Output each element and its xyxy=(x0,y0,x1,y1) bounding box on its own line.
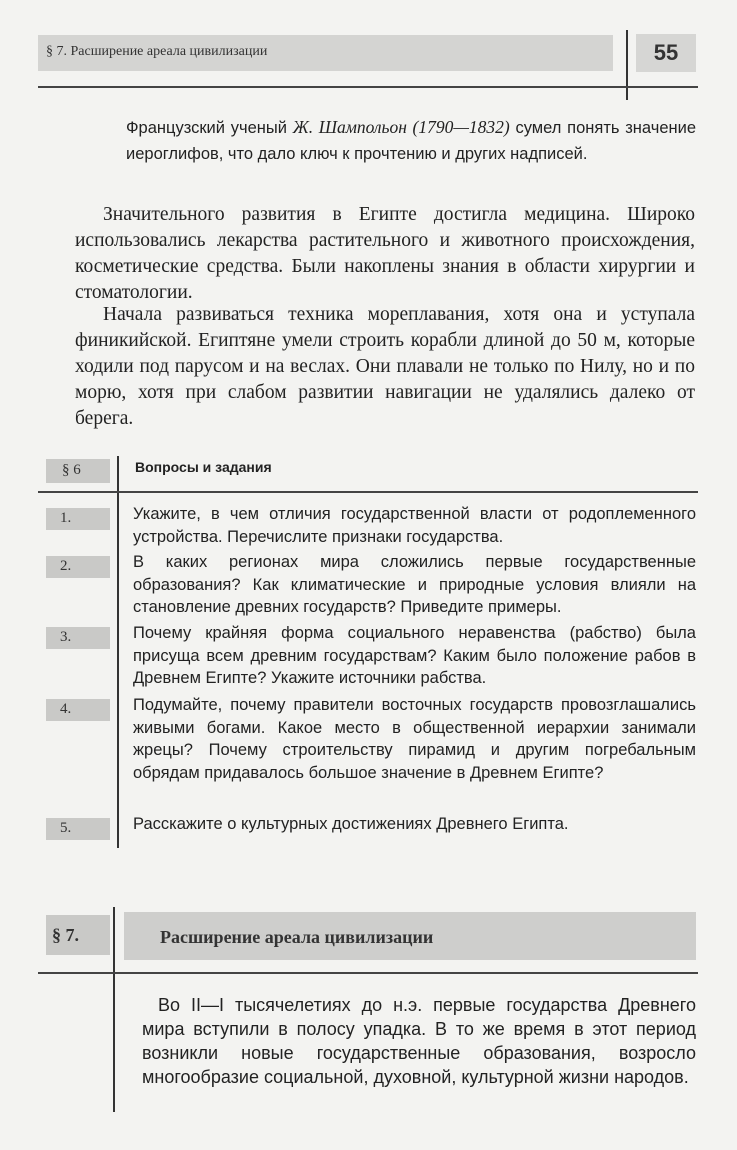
question-number: 4. xyxy=(60,701,72,717)
paragraph-navigation: Начала развиваться техника мореплавания, хотя она и уступала финикийской. Египтяне умели строить корабли длиной до 50 м, которые ходили под парусом и на веслах. Они плавали не только по Нилу, но и по морю, хотя при слабом развитии навигации не удалялись далеко от берега. xyxy=(75,304,695,429)
question-number-box xyxy=(46,508,110,530)
question-number: 3. xyxy=(60,629,72,645)
question-number: 2. xyxy=(60,558,72,574)
question-text: В каких регионах мира сложились первые государственные образования? Как климатические и природные условия влияли на становление древних государств? Приведите примеры. xyxy=(133,553,696,616)
question-number: 5. xyxy=(60,820,72,836)
note-text-before: Французский ученый xyxy=(126,119,293,137)
questions-divider xyxy=(117,456,119,848)
question-text: Почему крайняя форма социального неравенства (рабство) была присуща всем древним государствам? Каким было положение рабов в Древнем Египте? Укажите источники рабства. xyxy=(133,624,696,687)
questions-rule xyxy=(38,491,698,493)
section-divider xyxy=(113,907,115,1112)
questions-section-label: § 6 xyxy=(62,462,81,478)
question-text: Подумайте, почему правители восточных государств провозглашались живыми богами. Какое место в общественной иерархии занимали жрецы? Почему строительству пирамид и другим погребальным обрядам придавалось большое значение в Древнем Египте? xyxy=(133,696,696,782)
note-name: Ж. Шампольон (1790—1832) xyxy=(292,117,510,137)
question-number-box xyxy=(46,556,110,578)
section-number: § 7. xyxy=(52,925,79,945)
question-number-box xyxy=(46,627,110,649)
section-intro: Во II—I тысячелетиях до н.э. первые государства Древнего мира вступили в полосу упадка. В то же время в этот период возникли новые государственные образования, возросло многообразие социальной, духовной, культурной жизни народов. xyxy=(142,995,696,1087)
question-number-box xyxy=(46,818,110,840)
section-rule xyxy=(38,972,698,974)
header-divider xyxy=(626,30,628,100)
note-text-after: сумел понять значение иероглифов, что дало ключ к прочтению и других надписей. xyxy=(126,119,696,163)
question-number-box xyxy=(46,699,110,721)
question-number: 1. xyxy=(60,510,72,526)
section-title: Расширение ареала цивилизации xyxy=(160,927,434,947)
note-champollion xyxy=(126,114,696,167)
question-text: Расскажите о культурных достижениях Древнего Египта. xyxy=(133,815,569,833)
running-header-title: § 7. Расширение ареала цивилизации xyxy=(46,44,268,59)
questions-title: Вопросы и задания xyxy=(135,459,272,475)
paragraph-medicine: Значительного развития в Египте достигла медицина. Широко использовались лекарства растительного и животного происхождения, косметические средства. Были накоплены знания в области хирургии и стоматологии. xyxy=(75,204,695,303)
page-number: 55 xyxy=(653,40,679,65)
question-text: Укажите, в чем отличия государственной власти от родоплеменного устройства. Перечислите признаки государства. xyxy=(133,505,696,546)
header-rule xyxy=(38,86,698,88)
